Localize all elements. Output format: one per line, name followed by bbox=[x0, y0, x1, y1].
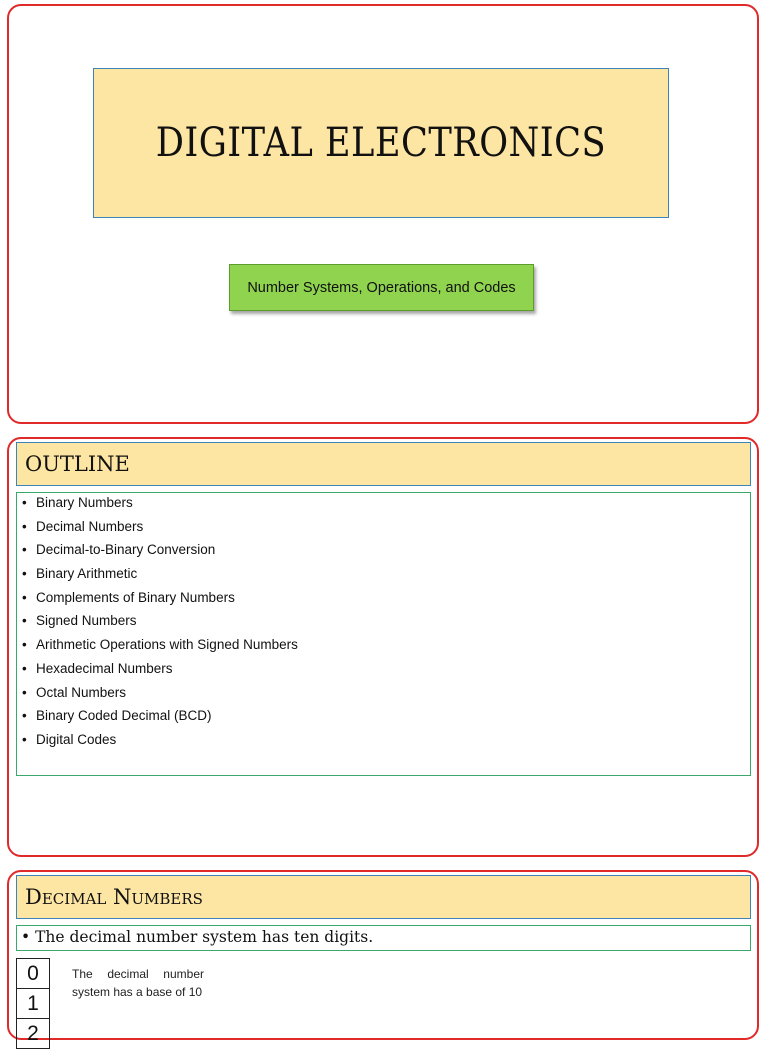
bullet-icon: • bbox=[22, 566, 27, 582]
bullet-icon: • bbox=[22, 518, 27, 534]
slide-subtitle: Number Systems, Operations, and Codes bbox=[247, 279, 516, 296]
outline-item: • Decimal-to-Binary Conversion bbox=[22, 542, 216, 558]
digit-cell: 2 bbox=[16, 1018, 50, 1049]
subtitle-box bbox=[229, 264, 534, 311]
outline-heading: OUTLINE bbox=[25, 452, 130, 476]
outline-heading-box bbox=[16, 442, 751, 486]
outline-item: • Binary Numbers bbox=[22, 495, 133, 510]
outline-content-box bbox=[16, 492, 751, 776]
title-slide bbox=[7, 4, 759, 424]
digit-cell: 1 bbox=[16, 988, 50, 1019]
decimal-bullet-box bbox=[16, 925, 751, 951]
bullet-icon: • bbox=[22, 660, 27, 676]
outline-item: • Hexadecimal Numbers bbox=[22, 660, 173, 676]
outline-item: • Signed Numbers bbox=[22, 613, 137, 629]
digit-table bbox=[16, 958, 50, 1049]
decimal-heading: Decimal Numbers bbox=[25, 885, 203, 909]
outline-item: • Digital Codes bbox=[22, 731, 117, 747]
bullet-icon: • bbox=[22, 589, 27, 605]
bullet-icon: • bbox=[22, 708, 27, 724]
bullet-icon: • bbox=[22, 731, 27, 747]
outline-slide bbox=[7, 437, 759, 857]
decimal-heading-box bbox=[16, 875, 751, 919]
base-note: The decimal number system has a base of 10 bbox=[72, 967, 204, 999]
bullet-icon: • bbox=[22, 613, 27, 629]
outline-item: • Binary Arithmetic bbox=[22, 566, 138, 582]
outline-list bbox=[17, 494, 750, 755]
outline-item: • Octal Numbers bbox=[22, 684, 127, 700]
bullet-icon: • bbox=[22, 495, 27, 510]
slide-title: DIGITAL ELECTRONICS bbox=[155, 120, 607, 166]
title-box bbox=[93, 68, 669, 218]
bullet-icon: • bbox=[22, 637, 27, 653]
outline-item: • Decimal Numbers bbox=[22, 518, 144, 534]
outline-item: • Binary Coded Decimal (BCD) bbox=[22, 708, 212, 724]
outline-item: • Arithmetic Operations with Signed Numbers bbox=[22, 637, 298, 653]
digit-cell: 0 bbox=[16, 958, 50, 989]
outline-item: • Complements of Binary Numbers bbox=[22, 589, 235, 605]
decimal-bullet-text: The decimal number system has ten digits. bbox=[35, 928, 374, 946]
bullet-icon: • bbox=[21, 928, 31, 946]
bullet-icon: • bbox=[22, 542, 27, 558]
decimal-numbers-slide bbox=[7, 870, 759, 1045]
bullet-icon: • bbox=[22, 684, 27, 700]
